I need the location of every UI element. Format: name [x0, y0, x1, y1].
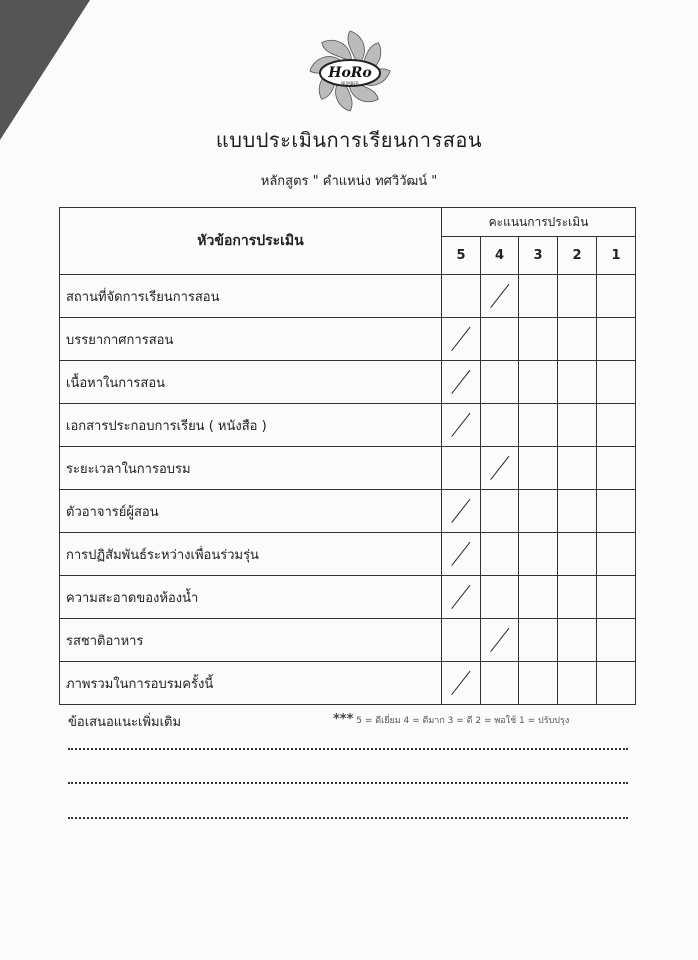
criterion-label: ความสะอาดของห้องน้ำ	[60, 576, 442, 619]
evaluation-table	[59, 207, 636, 705]
score-cell-2[interactable]	[558, 533, 597, 576]
table-row	[60, 447, 636, 490]
score-cell-5[interactable]	[442, 662, 481, 705]
score-cell-4[interactable]	[481, 447, 519, 490]
score-cell-1[interactable]	[597, 619, 636, 662]
score-column-header-3: 3	[519, 237, 558, 275]
score-cell-4[interactable]	[481, 490, 519, 533]
check-mark-icon	[490, 456, 510, 480]
score-column-header-5: 5	[442, 237, 481, 275]
score-cell-1[interactable]	[597, 447, 636, 490]
criterion-label: ภาพรวมในการอบรมครั้งนี้	[60, 662, 442, 705]
check-mark-icon	[451, 413, 471, 437]
check-mark-icon	[451, 327, 471, 351]
score-column-header-1: 1	[597, 237, 636, 275]
score-cell-2[interactable]	[558, 490, 597, 533]
check-mark-icon	[451, 499, 471, 523]
logo-subtext: NUMBER	[341, 81, 359, 86]
score-cell-4[interactable]	[481, 404, 519, 447]
score-cell-4[interactable]	[481, 533, 519, 576]
check-mark-icon	[451, 370, 471, 394]
course-subtitle: หลักสูตร " คำแหน่ง ทศวิวัฒน์ "	[260, 174, 438, 189]
score-column-header-4: 4	[481, 237, 519, 275]
legend-text: 5 = ดีเยี่ยม 4 = ดีมาก 3 = ดี 2 = พอใช้ 1 = ปรับปรุง	[356, 716, 570, 726]
score-cell-2[interactable]	[558, 275, 597, 318]
score-cell-5[interactable]	[442, 275, 481, 318]
score-cell-3[interactable]	[519, 576, 558, 619]
criterion-label: ตัวอาจารย์ผู้สอน	[60, 490, 442, 533]
score-cell-5[interactable]	[442, 361, 481, 404]
criterion-label: รสชาติอาหาร	[60, 619, 442, 662]
criterion-label: สถานที่จัดการเรียนการสอน	[60, 275, 442, 318]
score-cell-4[interactable]	[481, 361, 519, 404]
criterion-label: เนื้อหาในการสอน	[60, 361, 442, 404]
suggestion-line-2[interactable]	[68, 782, 628, 784]
score-cell-3[interactable]	[519, 447, 558, 490]
score-cell-3[interactable]	[519, 275, 558, 318]
score-cell-1[interactable]	[597, 404, 636, 447]
score-cell-5[interactable]	[442, 576, 481, 619]
score-cell-1[interactable]	[597, 662, 636, 705]
score-cell-4[interactable]	[481, 662, 519, 705]
score-cell-5[interactable]	[442, 619, 481, 662]
score-cell-1[interactable]	[597, 533, 636, 576]
score-cell-3[interactable]	[519, 404, 558, 447]
score-cell-1[interactable]	[597, 361, 636, 404]
score-cell-3[interactable]	[519, 318, 558, 361]
table-row	[60, 576, 636, 619]
folded-corner	[0, 0, 90, 140]
score-cell-5[interactable]	[442, 447, 481, 490]
table-row	[60, 619, 636, 662]
table-row	[60, 275, 636, 318]
score-legend	[333, 712, 569, 727]
table-row	[60, 662, 636, 705]
score-cell-2[interactable]	[558, 404, 597, 447]
check-mark-icon	[451, 671, 471, 695]
suggestion-line-1[interactable]	[68, 748, 628, 750]
score-cell-4[interactable]	[481, 619, 519, 662]
score-cell-4[interactable]	[481, 275, 519, 318]
score-cell-1[interactable]	[597, 490, 636, 533]
criterion-label: ระยะเวลาในการอบรม	[60, 447, 442, 490]
check-mark-icon	[451, 542, 471, 566]
score-cell-2[interactable]	[558, 576, 597, 619]
score-cell-2[interactable]	[558, 447, 597, 490]
score-cell-5[interactable]	[442, 318, 481, 361]
score-cell-3[interactable]	[519, 361, 558, 404]
score-cell-5[interactable]	[442, 490, 481, 533]
suggestion-line-3[interactable]	[68, 817, 628, 819]
score-cell-2[interactable]	[558, 361, 597, 404]
horo-number-logo	[307, 28, 393, 114]
score-cell-5[interactable]	[442, 404, 481, 447]
criterion-label: เอกสารประกอบการเรียน ( หนังสือ )	[60, 404, 442, 447]
table-row	[60, 533, 636, 576]
score-cell-2[interactable]	[558, 662, 597, 705]
score-cell-2[interactable]	[558, 619, 597, 662]
score-header: คะแนนการประเมิน	[442, 208, 636, 237]
score-cell-3[interactable]	[519, 662, 558, 705]
topic-header: หัวข้อการประเมิน	[60, 208, 442, 275]
score-cell-3[interactable]	[519, 490, 558, 533]
table-row	[60, 404, 636, 447]
table-row	[60, 361, 636, 404]
score-column-header-2: 2	[558, 237, 597, 275]
score-cell-1[interactable]	[597, 275, 636, 318]
form-title: แบบประเมินการเรียนการสอน	[215, 128, 483, 152]
score-cell-5[interactable]	[442, 533, 481, 576]
check-mark-icon	[490, 284, 510, 308]
score-cell-4[interactable]	[481, 318, 519, 361]
suggestion-label: ข้อเสนอแนะเพิ่มเติม	[68, 715, 182, 730]
score-cell-3[interactable]	[519, 619, 558, 662]
score-cell-4[interactable]	[481, 576, 519, 619]
check-mark-icon	[490, 628, 510, 652]
legend-stars: ***	[333, 712, 354, 727]
score-cell-1[interactable]	[597, 318, 636, 361]
score-cell-3[interactable]	[519, 533, 558, 576]
score-cell-1[interactable]	[597, 576, 636, 619]
table-row	[60, 318, 636, 361]
check-mark-icon	[451, 585, 471, 609]
score-cell-2[interactable]	[558, 318, 597, 361]
table-row	[60, 490, 636, 533]
logo-text: HoRo	[328, 65, 372, 81]
criterion-label: บรรยากาศการสอน	[60, 318, 442, 361]
criterion-label: การปฏิสัมพันธ์ระหว่างเพื่อนร่วมรุ่น	[60, 533, 442, 576]
